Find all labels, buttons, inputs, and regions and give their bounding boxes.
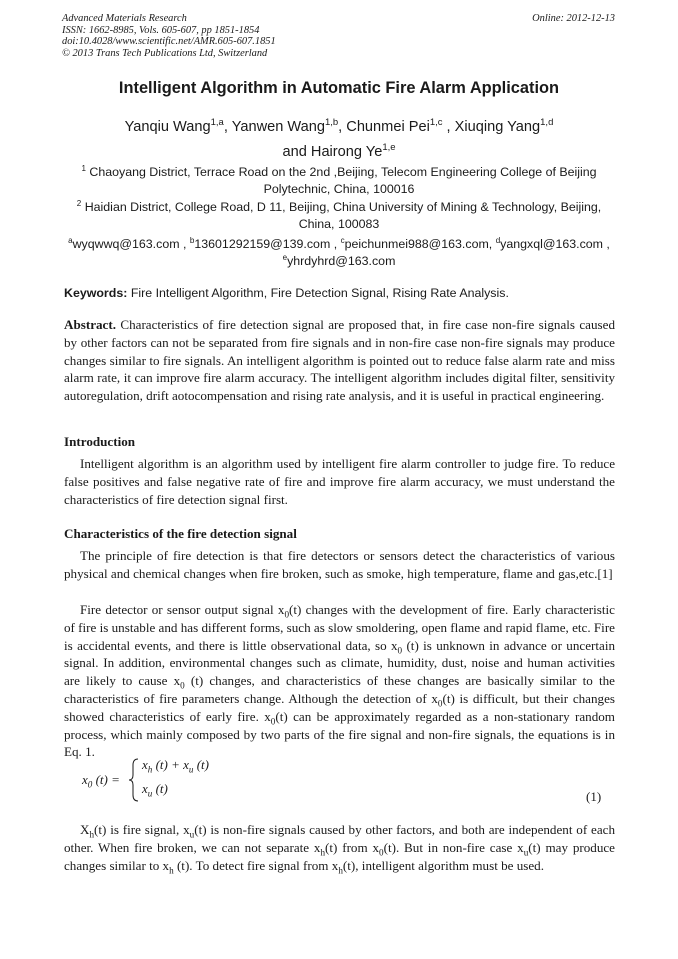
email-link[interactable]: wyqwwq@163.com , xyxy=(72,237,187,251)
keywords xyxy=(64,286,618,300)
copyright-line: © 2013 Trans Tech Publications Ltd, Switzerland xyxy=(62,47,268,59)
abstract-label: Abstract. xyxy=(64,317,116,332)
issn-line: ISSN: 1662-8985, Vols. 605-607, pp 1851-1854 xyxy=(62,24,260,36)
equation-1 xyxy=(82,756,222,806)
heading-introduction: Introduction xyxy=(64,434,136,449)
section2-paragraph-2: Fire detector or sensor output signal $x_0(t)$ changes with the development of fire. Early characteristic of fire is unstable and has different forms, such as slow smoldering, open flame and rapid flame, etc. Fire is accidental events, and there is little observational data, so $x_0$ (t) is unknown in advance or uncertain signal. In addition, environmental changes such as climate, humidity, dust, noise and human activities are likely to cause $x_0$ (t) changes, and characteristics of these changes are basically similar to the characteristics of fire parameters change. Although the detection of $x_0(t)$ is difficult, but their changes showed characteristics of early fire. $x_0(t)$ can be approximately regarded as a non-stationary random process, which mainly composed by two parts of the fire signal and non-fire signals, the equations is in Eq. 1. xyxy=(64,602,616,760)
doi-line[interactable]: doi:10.4028/www.scientific.net/AMR.605-607.1851 xyxy=(62,36,276,48)
left-brace xyxy=(128,758,140,802)
email-link[interactable]: yhrdyhrd@163.com xyxy=(287,253,396,268)
author-list: Yanqiu Wang$^{1,a}$, Yanwen Wang$^{1,b}$, Chunmei Pei$^{1,c}$ , Xiuqing Yang$^{1,d}$ and Hairong Ye$^{1,e}$ xyxy=(124,117,554,160)
journal-name: Advanced Materials Research xyxy=(62,13,187,24)
online-date: Online: 2012-12-13 xyxy=(532,13,615,24)
final-paragraph: $X_h(t)$ is fire signal, $x_u(t)$ is non-fire signals caused by other factors, and both are independent of each other. When fire broken, we can not separate $x_h(t)$ from $x_0(t)$. But in non-fire case $x_u(t)$ may produce changes similar to $x_h$ (t). To detect fire signal from $x_h(t)$, intelligent algorithm must be used. xyxy=(64,822,615,876)
intro-paragraph: Intelligent algorithm is an algorithm used by intelligent fire alarm controller to judge fire. To reduce false positives and false negative rate of fire and improve fire alarm accuracy, we must understand the characteristics of fire detection signal first. xyxy=(64,456,615,507)
section2-paragraph-1: The principle of fire detection is that fire detectors or sensors detect the characteristics of various physical and chemical changes when fire broken, such as smoke, high temperature, flame and gas,etc.[1] xyxy=(64,548,615,581)
equation-lhs: $x_0$ (t) = xyxy=(82,772,120,790)
email-link[interactable]: 13601292159@139.com , xyxy=(194,237,338,251)
author-name: Yanqiu Wang xyxy=(124,119,211,135)
heading-characteristics: Characteristics of the fire detection signal xyxy=(64,526,297,541)
affiliation-2: $^2$ Haidian District, College Road, D 11, Beijing, China University of Mining & Technology, Beijing, China, 100083 xyxy=(76,198,602,231)
paper-title: Intelligent Algorithm in Automatic Fire Alarm Application xyxy=(118,79,560,97)
equation-row-1: $x_h$ $(t) + x_u$ (t) xyxy=(142,757,209,775)
equation-row-2: $x_u$ (t) xyxy=(142,781,168,799)
affiliation-1: $^1$ Chaoyang District, Terrace Road on the 2nd ,Beijing, Telecom Engineering College of Beijing Polytechnic, China, 100016 xyxy=(81,163,597,196)
author-name: Yanwen Wang xyxy=(231,119,325,135)
email-link[interactable]: peichunmei988@163.com, xyxy=(344,237,493,251)
email-list: $^a$wyqwwq@163.com , $^b$13601292159@139.com , $^c$peichunmei988@163.com, $^d$yangxql@163.com , $^e$yhrdyhrd@163.com xyxy=(68,235,610,268)
equation-number: (1) xyxy=(586,789,602,804)
abstract xyxy=(64,316,615,405)
and-word: and xyxy=(282,144,307,160)
abstract-text: Characteristics of fire detection signal are proposed that, in fire case non-fire signals caused by other factors can not be separated from fire signals and in non-fire case non-fire signals may produce changes similar to fire signals. An intelligent algorithm is pointed out to reduce false alarm rate and miss alarm rate, it can improve fire alarm accuracy. The intelligent algorithm includes digital filter, sensitivity autoregulation, drift aotocompensation and rising rate analysis, and it is useful in practical engineering. xyxy=(64,317,615,404)
author-name: Hairong Ye xyxy=(310,144,383,160)
keywords-label: Keywords: xyxy=(64,286,128,300)
keywords-text: Fire Intelligent Algorithm, Fire Detection Signal, Rising Rate Analysis. xyxy=(130,286,509,300)
email-link[interactable]: yangxql@163.com , xyxy=(500,237,610,251)
author-name: Xiuqing Yang xyxy=(454,119,541,135)
journal-header xyxy=(62,13,615,59)
author-name: Chunmei Pei xyxy=(346,119,430,135)
